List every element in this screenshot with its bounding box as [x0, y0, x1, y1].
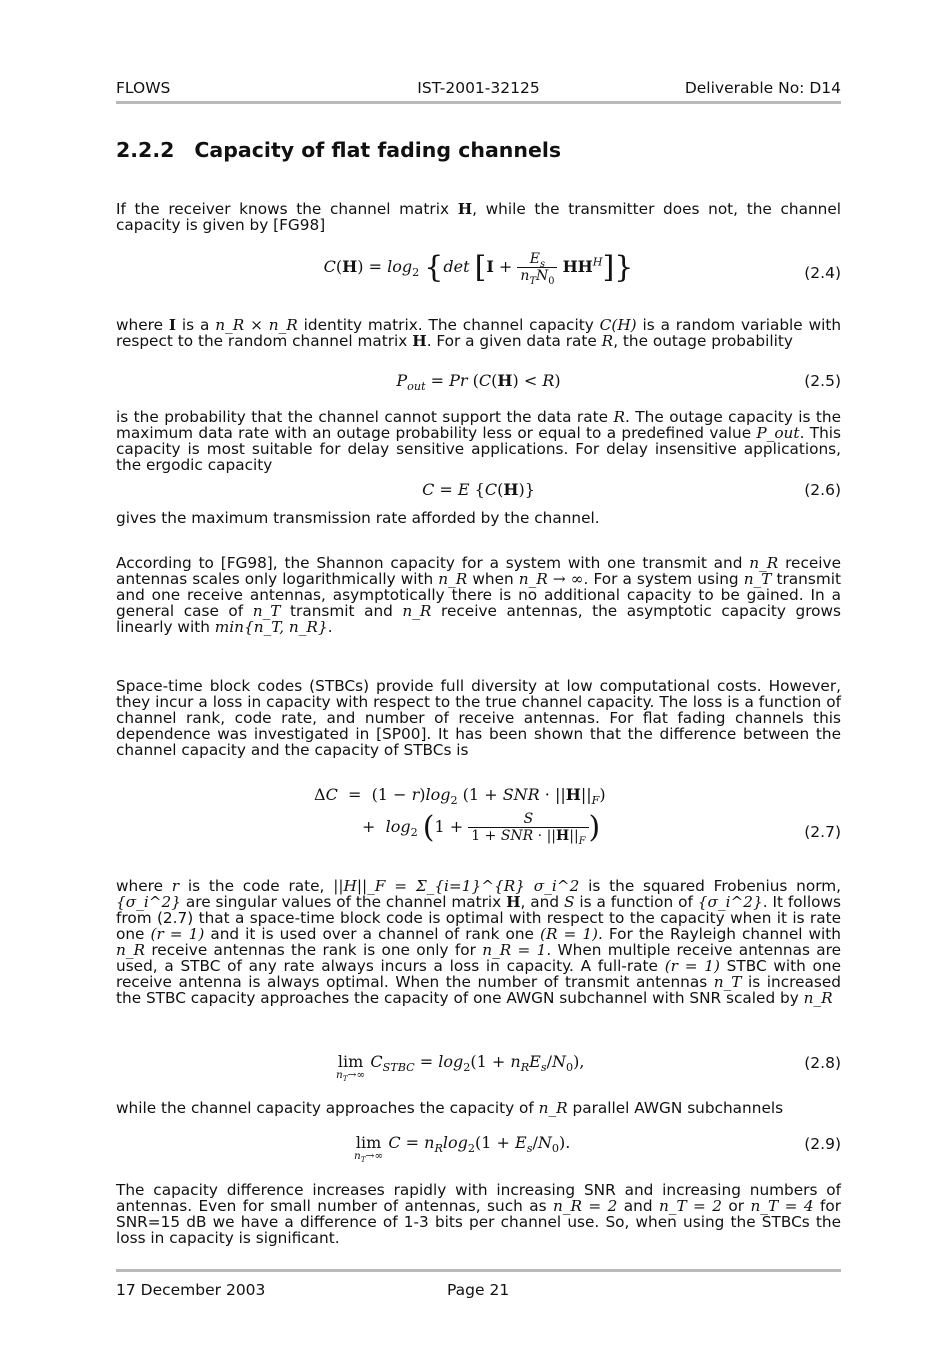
- equation-number: (2.6): [804, 481, 841, 499]
- document-page: [116, 0, 841, 1347]
- footer-rule: [116, 1269, 841, 1272]
- paragraph-shannon: According to [FG98], the Shannon capacity for a system with one transmit and n_R receive antennas scales only logarithmically with n_R when n_R → ∞. For a system using n_T transmit and one receive antennas, asymptotically there is no additional capacity to be gained. In a general case of n_T transmit and n_R receive antennas, the asymptotic capacity grows linearly with min{n_T, n_R}.: [116, 554, 842, 636]
- paragraph-parallel: while the channel capacity approaches the capacity of n_R parallel AWGN subchannels: [116, 1099, 784, 1117]
- equation-number: (2.7): [804, 823, 841, 841]
- section-number: 2.2.2: [116, 138, 175, 162]
- paragraph-identity: where I is a n_R × n_R identity matrix. The channel capacity C(H) is a random variable with respect to the random channel matrix H. For a given data rate R, the outage probability: [116, 316, 842, 350]
- paragraph-frobenius: where r is the code rate, ||H||_F = Σ_{i=1}^{R} σ_i^2 is the squared Frobenius norm, {σ_i^2} are singular values of the channel matrix H, and S is a function of {σ_i^2}. It follows from (2.7) that a space-time block code is optimal with respect to the capacity when it is rate one (r = 1) and it is used over a channel of rank one (R = 1). For the Rayleigh channel with n_R receive antennas the rank is one only for n_R = 1. When multiple receive antennas are used, a STBC of any rate always incurs a loss in capacity. A full-rate (r = 1) STBC with one receive antenna is always optimal. When the number of transmit antennas n_T is increased the STBC capacity approaches the capacity of one AWGN subchannel with SNR scaled by n_R: [116, 877, 842, 1007]
- equation-number: (2.8): [804, 1054, 841, 1072]
- footer-page-number: Page 21: [447, 1281, 510, 1299]
- header-project: FLOWS: [116, 79, 171, 97]
- paragraph-ergodic: gives the maximum transmission rate afforded by the channel.: [116, 509, 600, 527]
- equation-2-5: $P_{out} = Pr$ (C(H) < R) (2.5): [396, 371, 841, 394]
- equation-2-9: lim $n_T\to\infty$ $C = n_R\log_2(1 + E_s/N_0)$. (2.9): [354, 1133, 841, 1165]
- equation-2-8: lim $n_T\to\infty$ $C_{STBC} = \log_2(1 + n_RE_s/N_0)$, (2.8): [336, 1052, 841, 1084]
- page-header: [116, 79, 841, 99]
- header-deliverable: Deliverable No: D14: [684, 79, 841, 97]
- section-heading: [116, 138, 561, 162]
- paragraph-intro: If the receiver knows the channel matrix H, while the transmitter does not, the channel capacity is given by [FG98]: [116, 200, 841, 234]
- equation-2-6: C = E {C(H)} (2.6): [422, 480, 841, 499]
- equation-number: (2.9): [804, 1135, 841, 1153]
- equation-number: (2.4): [804, 264, 841, 282]
- footer-date: 17 December 2003: [116, 1281, 266, 1299]
- paragraph-outage: is the probability that the channel cannot support the data rate R. The outage capacity is the maximum data rate with an outage probability less or equal to a predefined value P_out. This capacity is most suitable for delay sensitive applications. For delay insensitive applications, the ergodic capacity: [116, 408, 841, 474]
- section-title: Capacity of flat fading channels: [194, 138, 562, 162]
- header-rule: [116, 101, 841, 104]
- paragraph-stbc: Space-time block codes (STBCs) provide full diversity at low computational costs. However, they incur a loss in capacity with respect to the true channel capacity. The loss is a function of channel rank, code rate, and number of receive antennas. For flat fading channels this dependence was investigated in [SP00]. It has been shown that the difference between the channel capacity and the capacity of STBCs is: [116, 677, 841, 759]
- equation-2-7: $\Delta C = (1 - r)\log_2$ (1 + SNR · $||H||_F$) + $\log_2 (1$ + $\frac{S}{1 + SNR \cdot ||H||_F}$ ) (2.7): [314, 785, 841, 847]
- header-contract: IST-2001-32125: [417, 79, 540, 97]
- equation-number: (2.5): [804, 372, 841, 390]
- equation-2-4: $C(H) = \log_2 \{\det$ [I + $\frac{E_s}{n_TN_0}$ $HH^H$]} (2.4): [323, 250, 841, 287]
- paragraph-difference: The capacity difference increases rapidly with increasing SNR and increasing numbers of antennas. Even for small number of antennas, such as n_R = 2 and n_T = 2 or n_T = 4 for SNR=15 dB we have a difference of 1-3 bits per channel use. So, when using the STBCs the loss in capacity is significant.: [116, 1181, 842, 1247]
